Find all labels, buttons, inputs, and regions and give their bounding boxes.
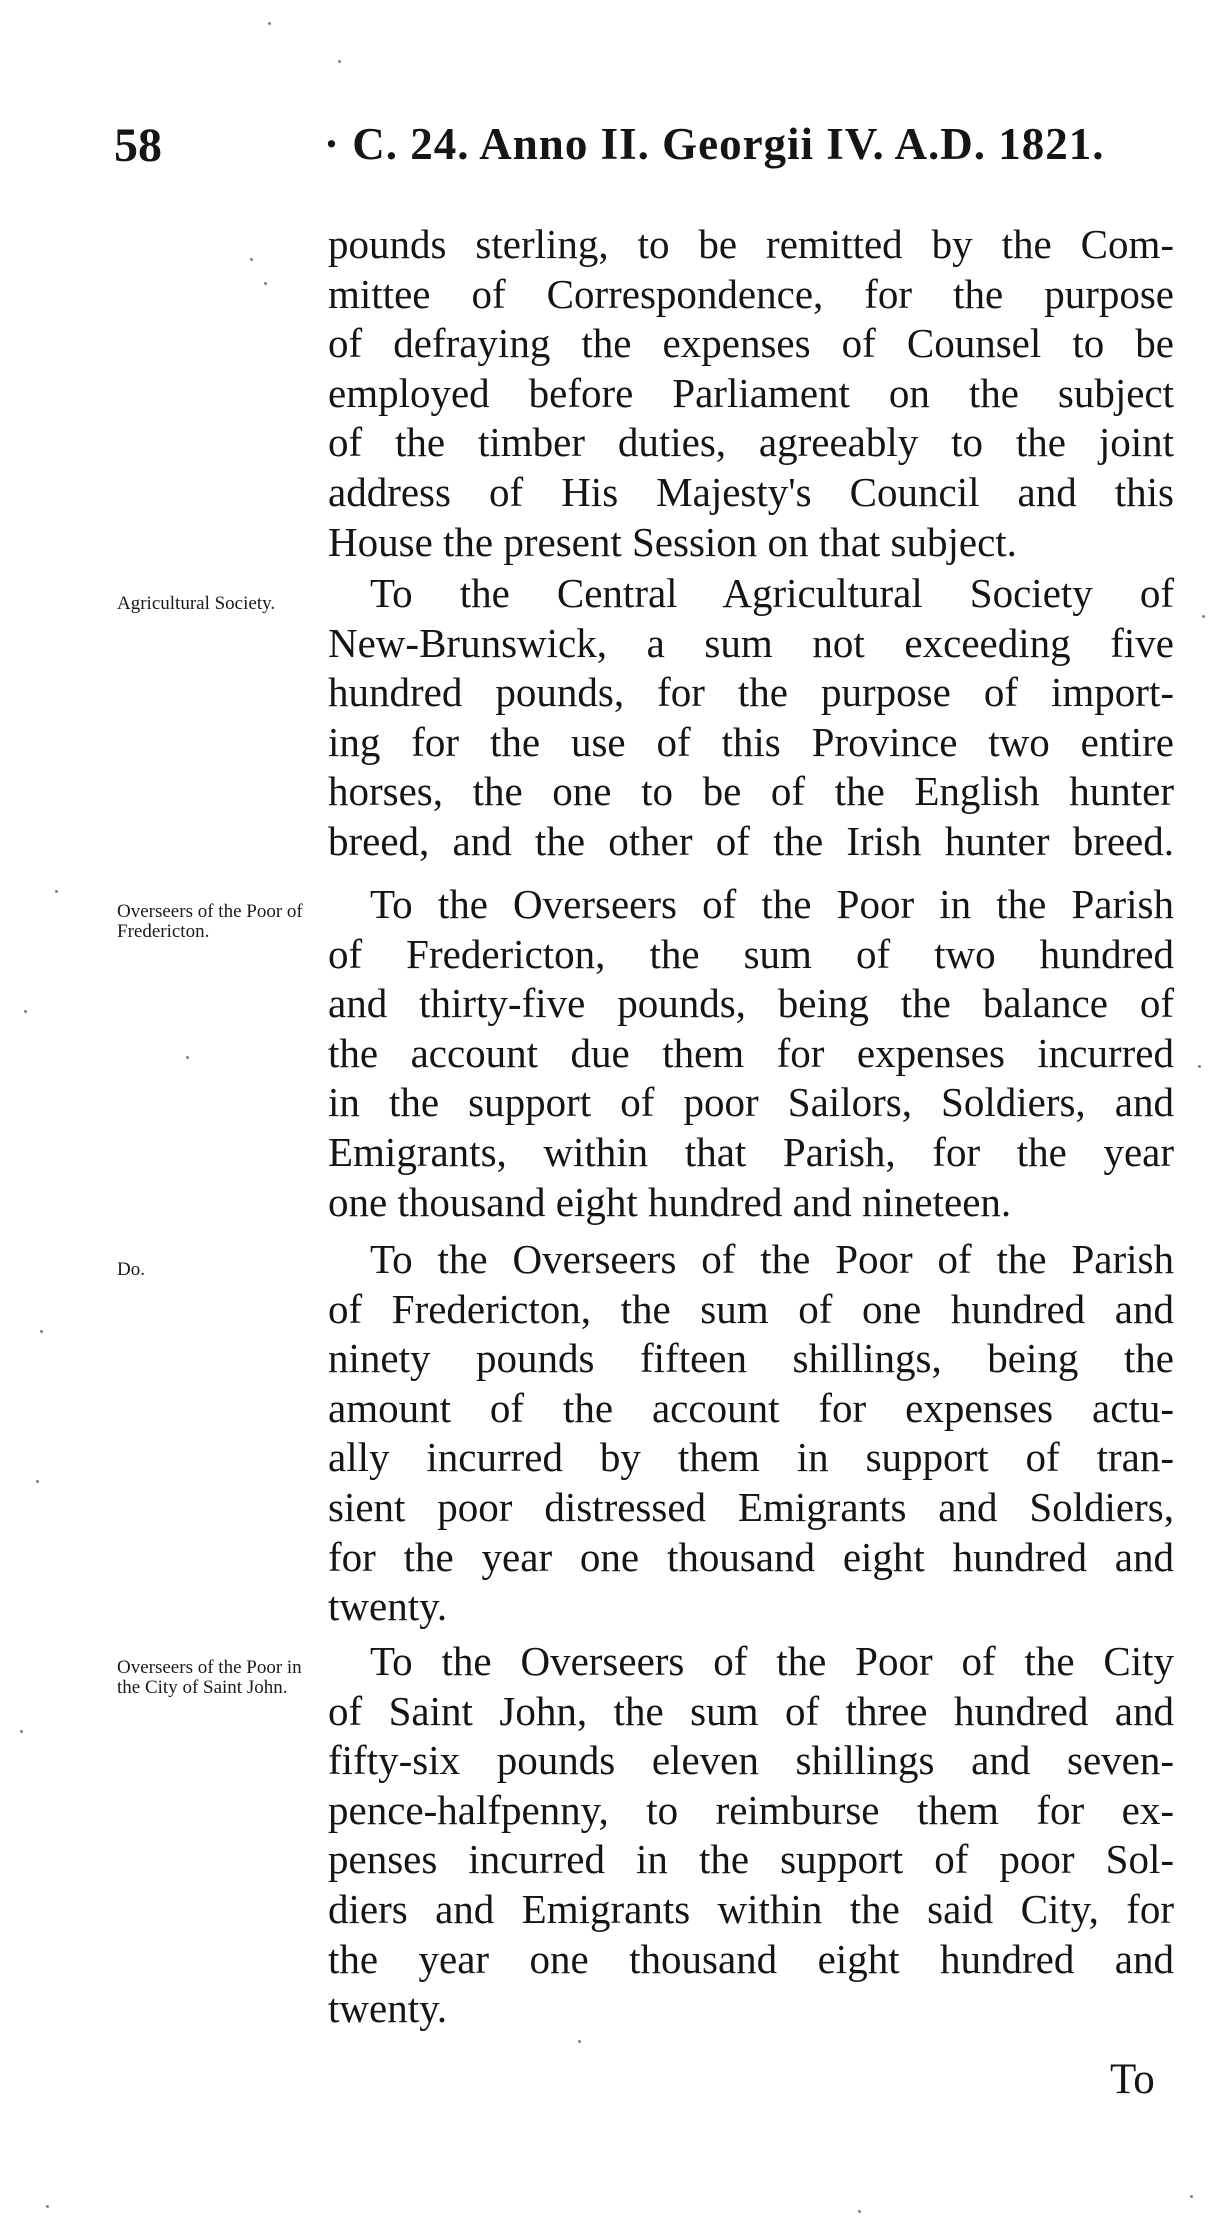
text-line: ally incurred by them in support of tran- [328,1434,1174,1481]
scan-speck [24,1010,27,1013]
text-line: Emigrants, within that Parish, for the year [328,1128,1174,1175]
text-line: pence-halfpenny, to reimburse them for ex- [328,1786,1174,1833]
scan-speck [338,60,341,63]
text-line: breed, and the other of the Irish hunter breed. [328,817,1174,864]
text-line: of Fredericton, the sum of one hundred and [328,1285,1174,1332]
page-header [114,118,1174,184]
text-line: penses incurred in the support of poor Sol- [328,1836,1174,1883]
scan-speck [1190,2195,1193,2198]
paragraph-ditto [328,1235,1174,1632]
text-line: the account due them for expenses incurred [328,1029,1174,1076]
scan-speck [46,2205,49,2208]
scan-speck [578,2040,581,2043]
text-line: mittee of Correspondence, for the purpose [328,270,1174,317]
text-line: To the Overseers of the Poor of the City [370,1638,1174,1684]
page-number: 58 [114,119,162,172]
scan-speck [250,258,253,261]
scan-speck [1198,1065,1201,1068]
catchword: To [1110,2056,1155,2103]
scan-speck [264,282,267,285]
text-line: in the support of poor Sailors, Soldiers, and [328,1079,1174,1126]
margin-note-overseers-saint-john: Overseers of the Poor in the City of Saint John. [117,1657,302,1698]
text-line: amount of the account for expenses actu- [328,1384,1174,1431]
text-line: To the Central Agricultural Society of [370,570,1174,616]
text-line: of the timber duties, agreeably to the joint [328,419,1174,466]
paragraph-overseers-saint-john [328,1637,1174,2034]
continuation-paragraph [328,220,1174,567]
text-line: twenty. [328,1583,448,1630]
text-line: To the Overseers of the Poor of the Parish [370,1236,1174,1282]
scan-speck [268,22,271,25]
text-line: address of His Majesty's Council and this [328,468,1174,515]
paragraph-agricultural-society [328,569,1174,867]
text-line: sient poor distressed Emigrants and Soldiers, [328,1483,1174,1530]
text-line: of Saint John, the sum of three hundred and [328,1687,1174,1734]
text-line: horses, the one to be of the English hunter [328,768,1174,815]
paragraph-overseers-fredericton [328,880,1174,1227]
text-line: House the present Session on that subject. [328,518,1017,565]
running-head: · C. 24. Anno II. Georgii IV. A.D. 1821. [324,119,1105,169]
scan-speck [1202,615,1205,618]
text-line: the year one thousand eight hundred and [328,1935,1174,1982]
text-line: employed before Parliament on the subject [328,369,1174,416]
scan-speck [40,1330,43,1333]
scan-speck [20,1730,23,1733]
text-line: pounds sterling, to be remitted by the Com- [328,221,1174,267]
text-line: of defraying the expenses of Counsel to be [328,320,1174,367]
scan-speck [186,1056,189,1059]
text-line: one thousand eight hundred and nineteen. [328,1178,1012,1225]
margin-note-ditto: Do. [117,1259,145,1280]
text-line: ninety pounds fifteen shillings, being the [328,1335,1174,1382]
scan-speck [36,1480,39,1483]
text-line: To the Overseers of the Poor in the Parish [370,881,1174,927]
text-line: fifty-six pounds eleven shillings and seven- [328,1737,1174,1784]
text-line: for the year one thousand eight hundred and [328,1533,1174,1580]
text-line: hundred pounds, for the purpose of import- [328,669,1174,716]
scan-speck [858,2210,861,2213]
scan-speck [55,890,58,893]
text-line: diers and Emigrants within the said City, for [328,1885,1174,1932]
text-line: New-Brunswick, a sum not exceeding five [328,619,1174,666]
text-line: and thirty-five pounds, being the balance of [328,980,1174,1027]
margin-note-agricultural-society: Agricultural Society. [117,593,276,614]
margin-note-overseers-fredericton: Overseers of the Poor of Fredericton. [117,901,303,942]
text-line: ing for the use of this Province two entire [328,718,1174,765]
text-line: twenty. [328,1985,448,2032]
text-line: of Fredericton, the sum of two hundred [328,930,1174,977]
